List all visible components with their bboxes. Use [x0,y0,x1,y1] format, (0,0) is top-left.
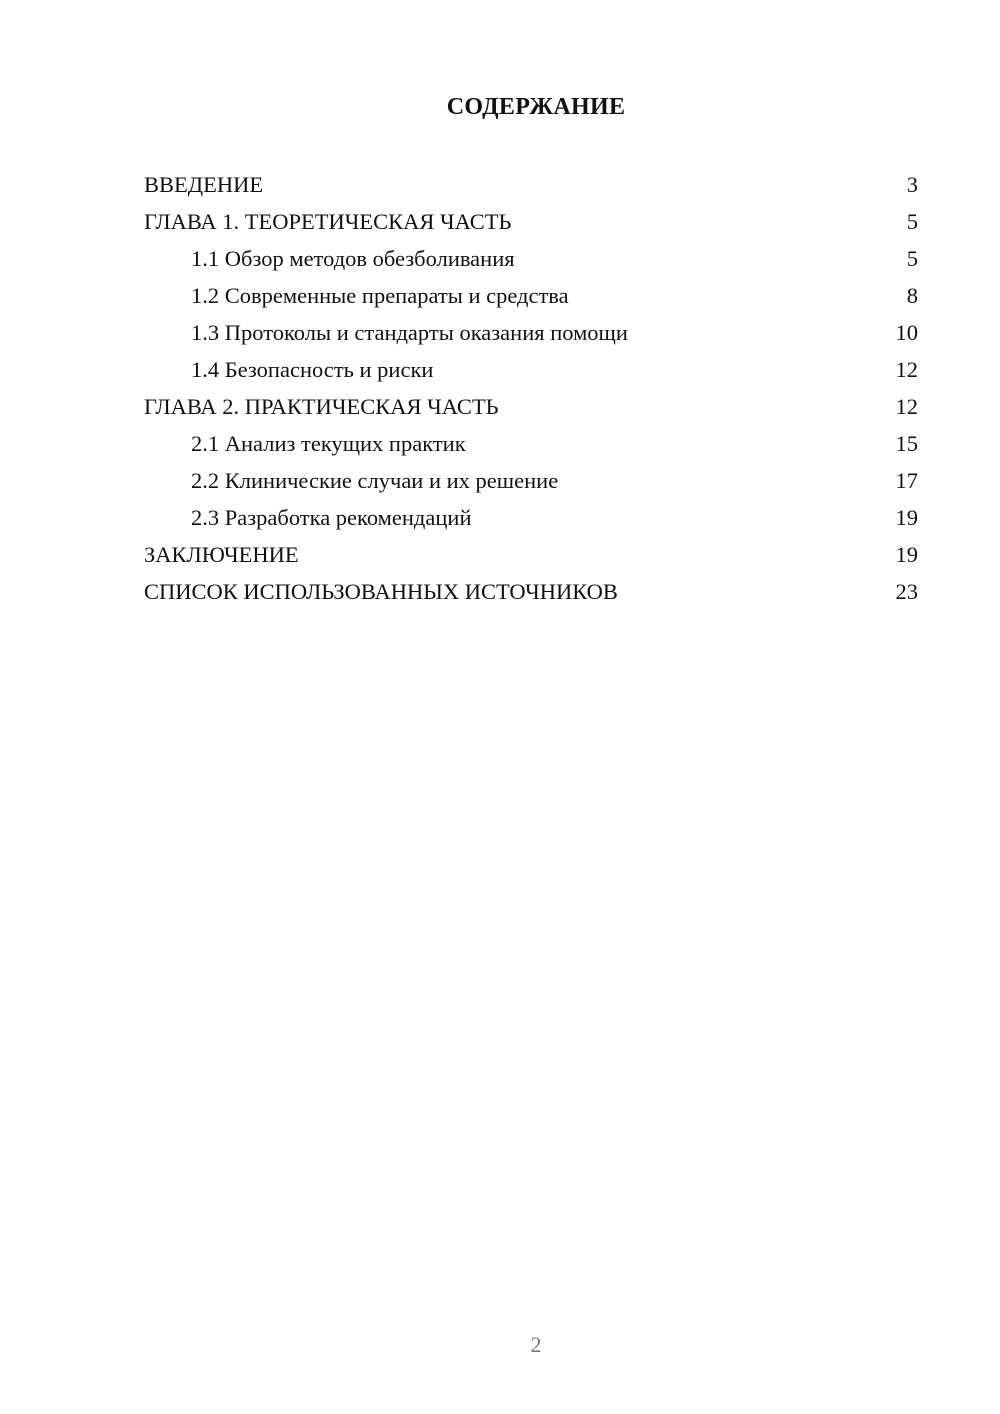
toc-entry-text: 2.1 Анализ текущих практик [191,431,466,456]
toc-entry-page: 19 [895,505,918,530]
toc-entry[interactable] [144,462,918,499]
toc-entry-text: ГЛАВА 1. ТЕОРЕТИЧЕСКАЯ ЧАСТЬ [144,209,512,234]
toc-entry-page: 17 [895,468,918,493]
toc-entry[interactable] [144,388,918,425]
toc-entry-text: 1.2 Современные препараты и средства [191,283,569,308]
toc-entry-text: СПИСОК ИСПОЛЬЗОВАННЫХ ИСТОЧНИКОВ [144,579,618,604]
page-number: 2 [530,1332,542,1357]
toc-entry-text: ЗАКЛЮЧЕНИЕ [144,542,299,567]
toc-entry-text: ВВЕДЕНИЕ [144,172,264,197]
toc-entry[interactable] [144,499,918,536]
toc-entry-text: 2.3 Разработка рекомендаций [191,505,472,530]
toc-entry-page: 15 [895,431,918,456]
toc-entry[interactable] [144,425,918,462]
toc-entry-page: 5 [906,246,918,271]
toc-entry-text: 2.2 Клинические случаи и их решение [191,468,559,493]
table-of-contents [144,166,918,610]
toc-entry-page: 8 [906,283,918,308]
toc-entry[interactable] [144,351,918,388]
toc-entry-page: 10 [895,320,918,345]
toc-entry-page: 12 [895,357,918,382]
toc-entry[interactable] [144,166,918,203]
toc-entry[interactable] [144,277,918,314]
toc-entry[interactable] [144,203,918,240]
page-title: СОДЕРЖАНИЕ [446,94,626,120]
toc-entry-text: 1.4 Безопасность и риски [191,357,434,382]
toc-entry[interactable] [144,240,918,277]
toc-entry-page: 12 [895,394,918,419]
toc-entry[interactable] [144,573,918,610]
toc-entry-page: 5 [906,209,918,234]
toc-entry[interactable] [144,536,918,573]
toc-entry-page: 19 [895,542,918,567]
toc-entry-text: 1.1 Обзор методов обезболивания [191,246,515,271]
toc-entry-text: ГЛАВА 2. ПРАКТИЧЕСКАЯ ЧАСТЬ [144,394,499,419]
toc-entry-text: 1.3 Протоколы и стандарты оказания помощи [191,320,628,345]
toc-entry-page: 23 [895,579,918,604]
toc-entry-page: 3 [906,172,918,197]
toc-entry[interactable] [144,314,918,351]
